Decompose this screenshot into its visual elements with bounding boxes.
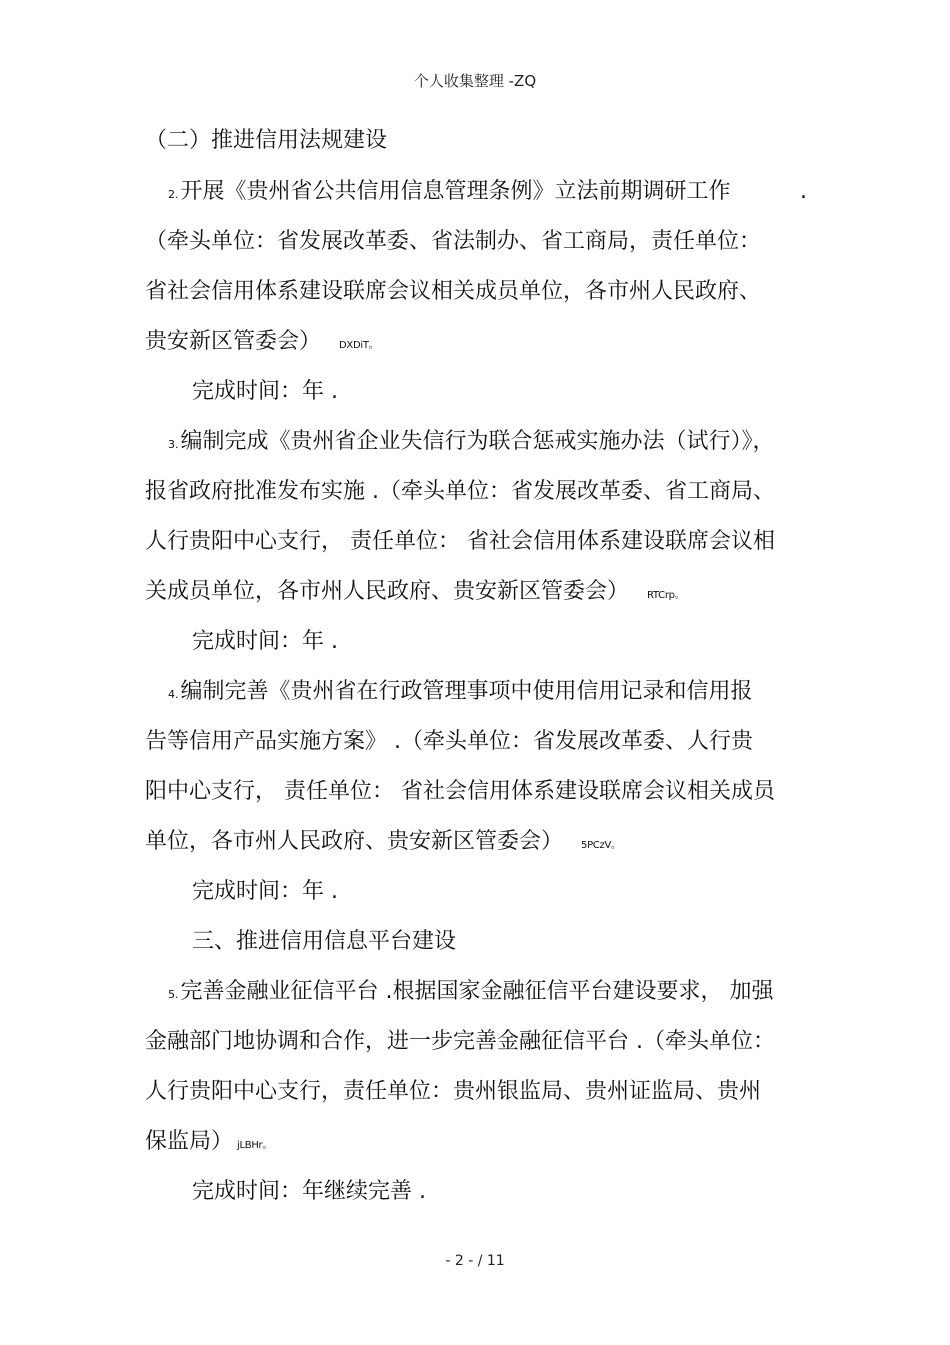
item-3-line-3: 人行贵阳中心支行， 责任单位： 省社会信用体系建设联席会议相 xyxy=(145,529,775,554)
item-5-line-3: 人行贵阳中心支行，责任单位：贵州银监局、贵州证监局、贵州 xyxy=(145,1079,762,1104)
section-heading-3: 三、推进信用信息平台建设 xyxy=(192,929,457,954)
page-number: - 2 - / 11 xyxy=(445,1253,505,1269)
item-4-line-1: 4.编制完善《贵州省在行政管理事项中使用信用记录和信用报 xyxy=(168,679,753,704)
item-5-line-2: 金融部门地协调和合作，进一步完善金融征信平台 .（牵头单位： xyxy=(145,1029,775,1054)
item-3-deadline: 完成时间：年 . xyxy=(192,629,338,654)
item-4-deadline: 完成时间：年 . xyxy=(192,879,338,904)
item-4-line-4: 单位，各市州人民政府、贵安新区管委会） 5PCzV。 xyxy=(145,829,621,854)
item-5-line-4: 保监局） jLBHr。 xyxy=(145,1129,273,1154)
item-3-line-2: 报省政府批准发布实施 .（牵头单位：省发展改革委、省工商局、 xyxy=(145,479,775,504)
section-heading-2: （二）推进信用法规建设 xyxy=(145,128,388,153)
page-header: 个人收集整理 -ZQ xyxy=(413,72,537,90)
item-5-line-1: 5.完善金融业征信平台 .根据国家金融征信平台建设要求， 加强 xyxy=(168,979,774,1004)
item-4-line-2: 告等信用产品实施方案》 .（牵头单位：省发展改革委、人行贵 xyxy=(145,729,753,754)
item-4-line-3: 阳中心支行， 责任单位： 省社会信用体系建设联席会议相关成员 xyxy=(145,779,775,804)
item-3-line-4: 关成员单位，各市州人民政府、贵安新区管委会） RTCrp。 xyxy=(145,579,685,604)
item-2-line-4: 贵安新区管委会） DXDiT。 xyxy=(145,329,379,354)
item-5-deadline: 完成时间：年继续完善 . xyxy=(192,1179,426,1204)
item-2-line-2: （牵头单位：省发展改革委、省法制办、省工商局，责任单位： xyxy=(145,229,762,254)
item-2-line-1: 2.开展《贵州省公共信用信息管理条例》立法前期调研工作 . xyxy=(168,179,807,204)
item-2-deadline: 完成时间：年 . xyxy=(192,379,338,404)
item-2-line-3: 省社会信用体系建设联席会议相关成员单位，各市州人民政府、 xyxy=(145,279,762,304)
item-3-line-1: 3.编制完成《贵州省企业失信行为联合惩戒实施办法（试行）》， xyxy=(168,429,775,454)
